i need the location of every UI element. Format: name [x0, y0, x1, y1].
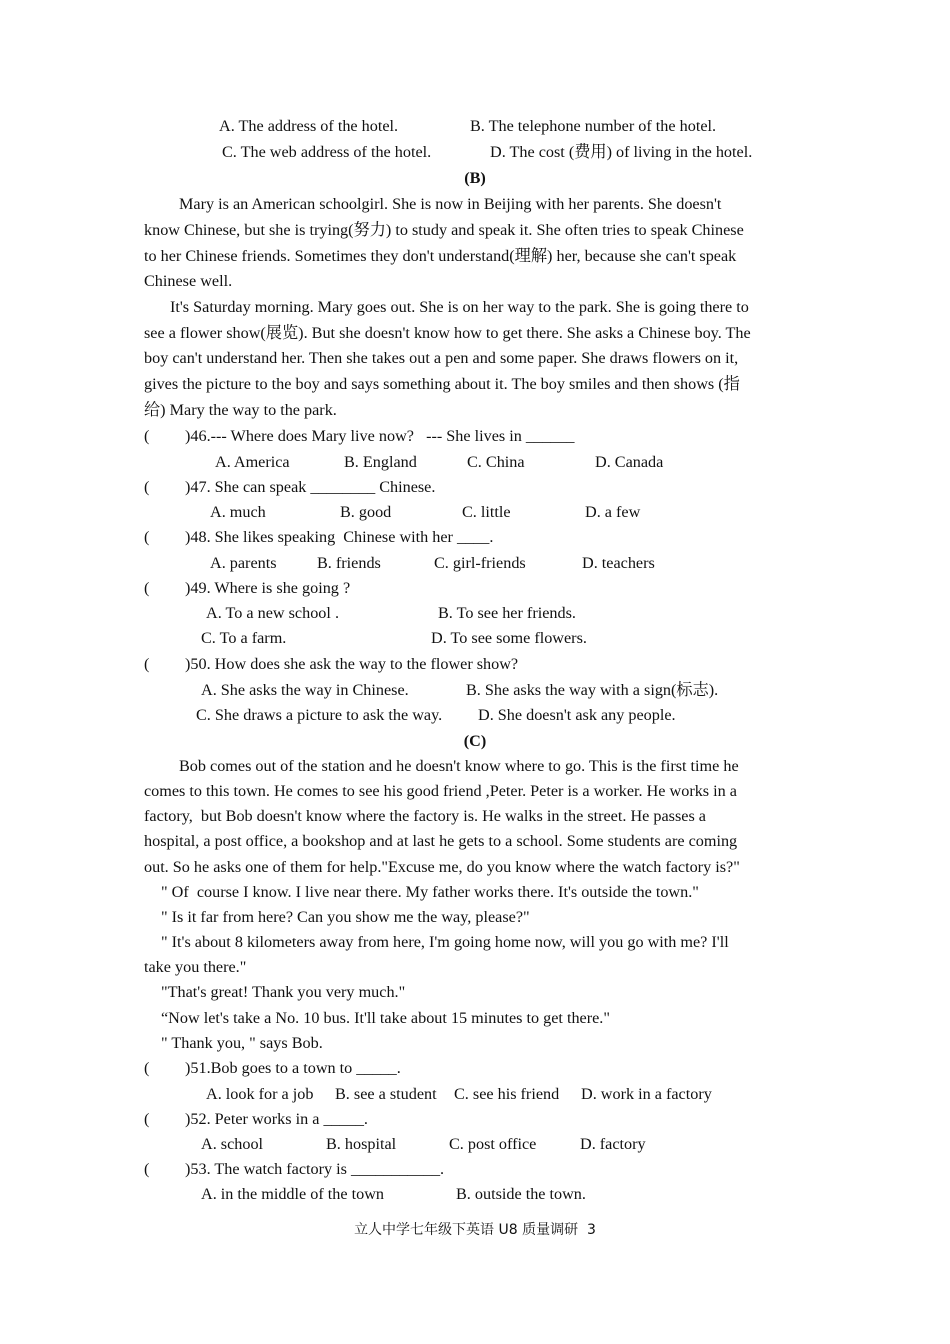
passage-c-p1-line: comes to this town. He comes to see his good friend ,Peter. Peter is a worker. He works in a	[144, 782, 737, 800]
question-51-option-c: C. see his friend	[454, 1085, 560, 1103]
dialog-line: take you there."	[144, 958, 247, 976]
q45-option-b: B. The telephone number of the hotel.	[470, 117, 717, 135]
question-49-stem: )49. Where is she going ?	[185, 579, 351, 597]
question-48-stem: )48. She likes speaking Chinese with her ____.	[185, 528, 494, 546]
answer-paren: (	[144, 579, 150, 597]
question-48-option-d: D. teachers	[582, 554, 655, 572]
question-52-option-c: C. post office	[449, 1135, 537, 1153]
page-footer: 立人中学七年级下英语 U8 质量调研 3	[354, 1222, 596, 1238]
question-47-option-c: C. little	[462, 503, 511, 521]
dialog-line: "That's great! Thank you very much."	[161, 983, 406, 1001]
question-46-option-c: C. China	[467, 453, 525, 471]
question-52-stem: )52. Peter works in a _____.	[185, 1110, 368, 1128]
dialog-line: " Is it far from here? Can you show me the way, please?"	[161, 908, 530, 926]
passage-c-p1-line: out. So he asks one of them for help."Excuse me, do you know where the watch factory is?"	[144, 858, 740, 876]
question-48-option-c: C. girl-friends	[434, 554, 526, 572]
question-50-option-a: A. She asks the way in Chinese.	[201, 681, 409, 699]
question-47-option-a: A. much	[210, 503, 266, 521]
question-51-option-d: D. work in a factory	[581, 1085, 712, 1103]
question-52-option-b: B. hospital	[326, 1135, 397, 1153]
question-50-option-b: B. She asks the way with a sign(标志).	[466, 681, 719, 699]
question-50-option-d: D. She doesn't ask any people.	[478, 706, 676, 724]
passage-b-p2-line: boy can't understand her. Then she takes out a pen and some paper. She draws flowers on it,	[144, 349, 739, 367]
question-51-stem: )51.Bob goes to a town to _____.	[185, 1059, 401, 1077]
answer-paren: (	[144, 478, 150, 496]
q45-option-d: D. The cost (费用) of living in the hotel.	[490, 143, 753, 161]
dialog-line: “Now let's take a No. 10 bus. It'll take about 15 minutes to get there."	[161, 1009, 610, 1027]
question-48-option-b: B. friends	[317, 554, 381, 572]
question-49-option-c: C. To a farm.	[201, 629, 287, 647]
passage-b-p1-line: Chinese well.	[144, 272, 233, 290]
passage-b-p2-line: gives the picture to the boy and says something about it. The boy smiles and then shows (指	[144, 375, 740, 393]
question-51-option-a: A. look for a job	[206, 1085, 314, 1103]
answer-paren: (	[144, 1110, 150, 1128]
passage-c-p1-line: factory, but Bob doesn't know where the factory is. He walks in the street. He passes a	[144, 807, 706, 825]
question-46-option-a: A. America	[215, 453, 290, 471]
question-53-stem: )53. The watch factory is ___________.	[185, 1160, 445, 1178]
answer-paren: (	[144, 1160, 150, 1178]
dialog-line: " It's about 8 kilometers away from here, I'm going home now, will you go with me? I'll	[161, 933, 729, 951]
passage-b-p2-line: It's Saturday morning. Mary goes out. She is on her way to the park. She is going there to	[170, 298, 749, 316]
question-50-stem: )50. How does she ask the way to the flower show?	[185, 655, 519, 673]
answer-paren: (	[144, 528, 150, 546]
answer-paren: (	[144, 655, 150, 673]
answer-paren: (	[144, 427, 150, 445]
passage-b-p1-line: to her Chinese friends. Sometimes they don't understand(理解) her, because she can't speak	[144, 247, 737, 265]
question-46-stem: )46.--- Where does Mary live now? --- She lives in ______	[185, 427, 575, 445]
question-50-option-c: C. She draws a picture to ask the way.	[196, 706, 443, 724]
question-47-option-d: D. a few	[585, 503, 641, 521]
dialog-line: " Of course I know. I live near there. My father works there. It's outside the town."	[161, 883, 699, 901]
question-47-stem: )47. She can speak ________ Chinese.	[185, 478, 436, 496]
question-53-option-a: A. in the middle of the town	[201, 1185, 384, 1203]
dialog-line: " Thank you, " says Bob.	[161, 1034, 323, 1052]
answer-paren: (	[144, 1059, 150, 1077]
question-53-option-b: B. outside the town.	[456, 1185, 586, 1203]
question-51-option-b: B. see a student	[335, 1085, 437, 1103]
question-47-option-b: B. good	[340, 503, 392, 521]
question-52-option-d: D. factory	[580, 1135, 646, 1153]
section-c-heading: (C)	[463, 732, 487, 750]
question-52-option-a: A. school	[201, 1135, 264, 1153]
section-b-heading: (B)	[464, 169, 486, 187]
passage-c-p1-line: Bob comes out of the station and he doesn't know where to go. This is the first time he	[179, 757, 739, 775]
passage-b-p2-line: 给) Mary the way to the park.	[144, 401, 337, 419]
question-48-option-a: A. parents	[210, 554, 277, 572]
passage-b-p1-line: Mary is an American schoolgirl. She is now in Beijing with her parents. She doesn't	[179, 195, 722, 213]
question-49-option-a: A. To a new school .	[206, 604, 339, 622]
passage-b-p2-line: see a flower show(展览). But she doesn't know how to get there. She asks a Chinese boy. The	[144, 324, 751, 342]
q45-option-c: C. The web address of the hotel.	[222, 143, 432, 161]
question-46-option-d: D. Canada	[595, 453, 664, 471]
question-49-option-d: D. To see some flowers.	[431, 629, 587, 647]
q45-option-a: A. The address of the hotel.	[219, 117, 399, 135]
passage-c-p1-line: hospital, a post office, a bookshop and at last he gets to a school. Some students are coming	[144, 832, 738, 850]
question-49-option-b: B. To see her friends.	[438, 604, 576, 622]
question-46-option-b: B. England	[344, 453, 417, 471]
passage-b-p1-line: know Chinese, but she is trying(努力) to study and speak it. She often tries to speak Chinese	[144, 221, 744, 239]
